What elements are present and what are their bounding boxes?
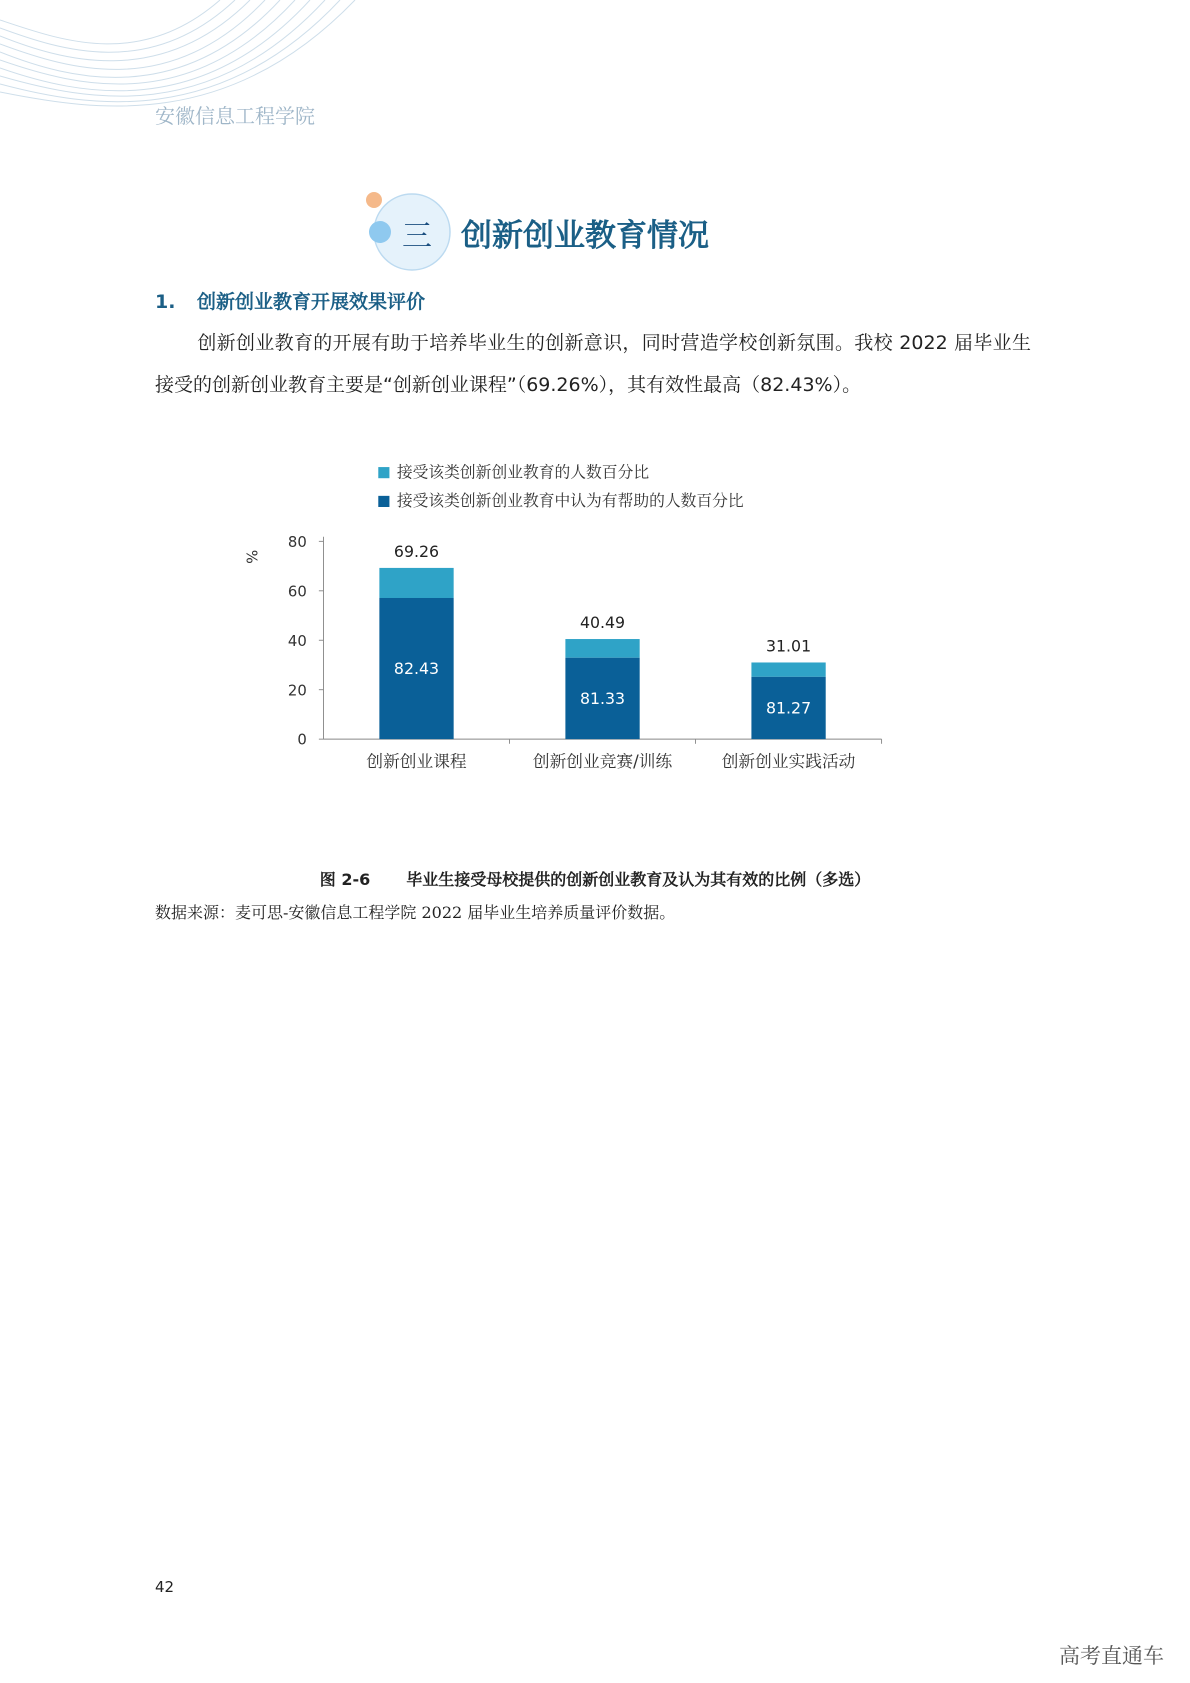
subsection-title: 创新创业教育开展效果评价	[197, 291, 426, 313]
y-tick-label: 0	[297, 730, 307, 749]
body-paragraph-text: 创新创业教育的开展有助于培养毕业生的创新意识，同时营造学校创新氛围。我校 2022 届毕业生接受的创新创业教育主要是“创新创业课程”（69.26%），其有效性最高（82.43%）。	[155, 332, 1031, 396]
x-category-label: 创新创业实践活动	[721, 751, 856, 771]
data-label-accepted: 31.01	[765, 636, 812, 656]
bar-accepted-segment	[565, 639, 639, 658]
body-paragraph	[155, 322, 1031, 406]
figure-number: 图 2-6	[319, 870, 371, 889]
x-category-label: 创新创业课程	[366, 751, 467, 771]
y-axis-unit-label: %	[242, 549, 261, 564]
stacked-bar-chart	[200, 455, 980, 845]
header-institution-name: 安徽信息工程学院	[155, 104, 315, 128]
y-tick-label: 80	[287, 532, 307, 551]
bar-accepted-segment	[751, 662, 825, 676]
section-number: 三	[402, 219, 432, 254]
x-category-label: 创新创业竞赛/训练	[532, 751, 673, 771]
legend-swatch-accepted	[378, 467, 389, 478]
page-number: 42	[155, 1578, 175, 1596]
bar-accepted-segment	[379, 568, 453, 598]
section-title: 创新创业教育情况	[461, 218, 709, 254]
figure-caption-text: 毕业生接受母校提供的创新创业教育及认为其有效的比例（多选）	[406, 870, 871, 889]
y-tick-label: 40	[287, 631, 307, 650]
y-tick-label: 60	[287, 582, 307, 601]
data-label-helpful: 81.27	[765, 698, 812, 718]
watermark-text: 高考直通车	[1059, 1644, 1164, 1668]
data-label-accepted: 40.49	[579, 612, 626, 632]
data-label-accepted: 69.26	[393, 541, 440, 561]
legend-swatch-helpful	[378, 496, 389, 507]
subsection-heading	[155, 287, 425, 314]
subsection-number: 1.	[155, 291, 176, 313]
legend-label-helpful: 接受该类创新创业教育中认为有帮助的人数百分比	[396, 491, 744, 511]
y-tick-label: 20	[287, 681, 307, 700]
data-source-note: 数据来源：麦可思-安徽信息工程学院 2022 届毕业生培养质量评价数据。	[155, 903, 676, 922]
figure-caption	[155, 867, 1035, 890]
chart-bars	[366, 542, 855, 771]
data-label-helpful: 82.43	[393, 659, 440, 679]
data-label-helpful: 81.33	[579, 689, 626, 709]
legend-label-accepted: 接受该类创新创业教育的人数百分比	[396, 462, 650, 482]
